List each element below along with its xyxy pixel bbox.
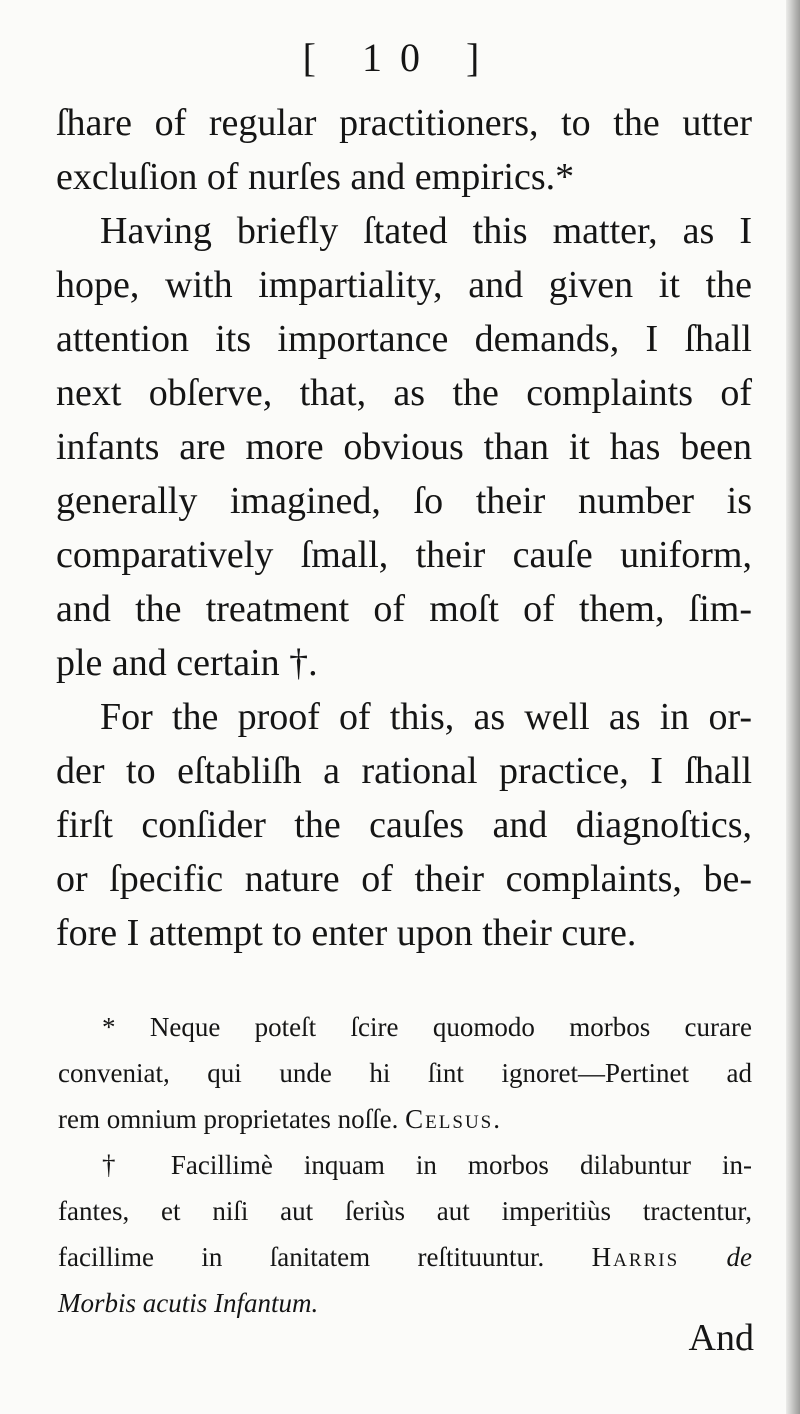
text-line: excluſion of nurſes and empirics.* xyxy=(56,156,575,198)
footnote-line: Morbis acutis Infantum. xyxy=(58,1288,319,1318)
paragraph-2 xyxy=(56,204,752,690)
footnote-line: * Neque poteſt ſcire quomodo morbos curare xyxy=(102,1012,752,1042)
text-line: ſhare of regular practitioners, to the utter xyxy=(56,102,752,144)
footnote-author: Harris xyxy=(591,1242,680,1272)
text-line: hope, with impartiality, and given it the xyxy=(56,264,752,306)
text-line: generally imagined, ſo their number is xyxy=(56,480,752,522)
text-line: ple and certain †. xyxy=(56,642,318,684)
text-line: and the treatment of moſt of them, ſim- xyxy=(56,588,752,630)
footnote-line: fantes, et niſi aut ſeriùs aut imperitiùs tractentur, xyxy=(58,1196,752,1226)
footnotes xyxy=(58,1004,752,1326)
text-line: fore I attempt to enter upon their cure. xyxy=(56,912,637,954)
footnote-line xyxy=(58,1234,752,1280)
footnote-2 xyxy=(58,1142,752,1326)
text-line: attention its importance demands, I ſhall xyxy=(56,318,752,360)
paragraph-1 xyxy=(56,96,752,204)
paragraph-3 xyxy=(56,690,752,960)
catchword: And xyxy=(688,1317,754,1359)
footnote-line: † Facillimè inquam in morbos dilabuntur in- xyxy=(102,1150,752,1180)
footnote-author: Celsus. xyxy=(405,1104,502,1134)
text-line: next obſerve, that, as the complaints of xyxy=(56,372,752,414)
text-line: or ſpecific nature of their complaints, be- xyxy=(56,858,752,900)
footnote-line xyxy=(58,1096,752,1142)
text-line: For the proof of this, as well as in or- xyxy=(100,696,752,738)
footnote-de: de xyxy=(726,1242,753,1272)
footnote-1 xyxy=(58,1004,752,1142)
main-text xyxy=(56,96,752,960)
footnote-line: conveniat, qui unde hi ſint ignoret—Pertinet ad xyxy=(58,1058,752,1088)
text-line: Having briefly ſtated this matter, as I xyxy=(100,210,752,252)
text-line: infants are more obvious than it has been xyxy=(56,426,752,468)
page-number: [ 10 ] xyxy=(302,35,498,80)
text-line: comparatively ſmall, their cauſe uniform, xyxy=(56,534,752,576)
footnote-text: facillime in ſanitatem reſtituuntur. xyxy=(58,1242,545,1272)
footnote-text: rem omnium proprietates noſſe. xyxy=(58,1104,399,1134)
page-edge-shadow xyxy=(786,0,800,1414)
text-line: firſt conſider the cauſes and diagnoſtics, xyxy=(56,804,752,846)
text-line: der to eſtabliſh a rational practice, I ſhall xyxy=(56,750,752,792)
